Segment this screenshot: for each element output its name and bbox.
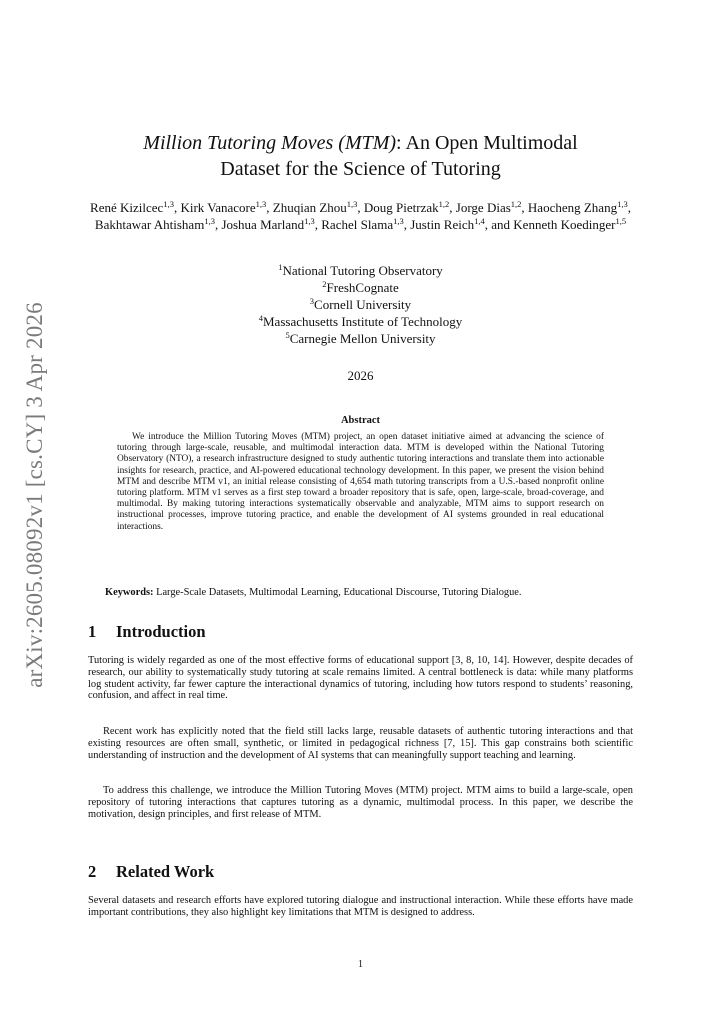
- author-name: Rachel Slama: [321, 217, 394, 232]
- affiliation: [160, 279, 561, 296]
- author: [456, 200, 522, 215]
- intro-paragraph-3: To address this challenge, we introduce the Million Tutoring Moves (MTM) project. MTM aims to build a large-scale, open repository of tutoring interactions that captures tutoring as a dynamic, multimodal process. In this paper, we describe the motivation, design principles, and first release of MTM.: [88, 785, 633, 820]
- intro-paragraph-1: Tutoring is widely regarded as one of the most effective forms of educational support [3, 8, 10, 14]. However, despite decades of research, our ability to systematically study tutoring at scale remains limited. A central bottleneck is data: while many platforms log student activity, far fewer capture the interactional dynamics of tutoring, including how tutors respond to students’ reasoning, confusion, and affect in real time.: [88, 655, 633, 702]
- affiliation-marker: 5: [285, 330, 290, 340]
- affiliation-marker: 2: [322, 279, 327, 289]
- author-affiliation-marker: 1,3: [163, 199, 174, 209]
- author: [364, 200, 449, 215]
- keywords: [105, 587, 635, 598]
- keywords-label: Keywords:: [105, 587, 154, 598]
- keywords-text: Large-Scale Datasets, Multimodal Learning, Educational Discourse, Tutoring Dialogue.: [156, 587, 522, 598]
- section-title: Related Work: [116, 862, 215, 881]
- author: [321, 217, 403, 232]
- affiliation-name: Carnegie Mellon University: [289, 331, 436, 346]
- author-name: Joshua Marland: [221, 217, 305, 232]
- author-name: Bakhtawar Ahtisham: [94, 217, 205, 232]
- author-name: Jorge Dias: [455, 200, 511, 215]
- related-work-paragraph-1: Several datasets and research efforts have explored tutoring dialogue and instructional interaction. While these efforts have made important contributions, they also highlight key limitations that MTM is designed to address.: [88, 895, 633, 918]
- author-affiliation-marker: 1,3: [204, 216, 215, 226]
- affiliation-marker: 4: [258, 313, 263, 323]
- abstract-text: We introduce the Million Tutoring Moves (MTM) project, an open dataset initiative aimed at advancing the science of tutoring through large-scale, reusable, and multimodal interaction data. MTM is developed within the National Tutoring Observatory (NTO), a research infrastructure designed to study authentic tutoring interactions and translate them into actionable insights for research, practice, and AI-powered educational technology development. In this paper, we present the vision behind MTM and describe MTM v1, an initial release consisting of 4,654 math tutoring transcripts from a U.S.-based nonprofit online tutoring platform. MTM v1 serves as a first step toward a broader repository that is safe, open, large-scale, broad-coverage, and multimodal. By making tutoring interactions systematically observable and analyzable, MTM aims to support research on instructional processes, improve tutoring practice, and enable the development of AI systems grounded in real educational interactions.: [117, 432, 604, 532]
- author-list: René Kizilcec$^{1,3}$, Kirk Vanacore$^{1,3}$, Zhuqian Zhou$^{1,3}$, Doug Pietrzak$^{1,2}$, Jorge Dias$^{1,2}$, Haocheng Zhang$^{1,3}$, Bakhtawar Ahtisham$^{1,3}$, Joshua Marland$^{1,3}$, Rachel Slama$^{1,3}$, Justin Reich$^{1,4}$, and Kenneth Koedinger$^{1,5}$: [90, 199, 631, 232]
- author-affiliation-marker: 1,3: [346, 199, 358, 209]
- section-title: Introduction: [116, 622, 206, 641]
- author: [513, 217, 626, 232]
- author: [95, 217, 215, 232]
- author: [221, 217, 314, 232]
- affiliation-name: Cornell University: [314, 297, 412, 312]
- affiliation: [160, 262, 561, 279]
- author-affiliation-marker: 1,3: [304, 216, 315, 226]
- author-affiliation-marker: 1,2: [510, 199, 522, 209]
- author-name: Kirk Vanacore: [180, 200, 256, 215]
- affiliation: [160, 330, 561, 347]
- paper-title: [100, 130, 621, 182]
- author-affiliation-marker: 1,2: [438, 199, 450, 209]
- affiliation-name: Massachusetts Institute of Technology: [263, 314, 463, 329]
- author-name: Zhuqian Zhou: [272, 200, 347, 215]
- author-affiliation-marker: 1,4: [474, 216, 485, 226]
- section-heading-related-work: [88, 862, 214, 882]
- author: [273, 200, 358, 215]
- author-name: Justin Reich: [410, 217, 475, 232]
- affiliation: [160, 313, 561, 330]
- title-line-2: Dataset for the Science of Tutoring: [220, 158, 501, 180]
- author-name: René Kizilcec: [90, 200, 164, 215]
- author-affiliation-marker: 1,5: [615, 216, 627, 226]
- section-heading-introduction: [88, 622, 206, 642]
- author-name: Haocheng Zhang: [527, 200, 618, 215]
- author: [180, 200, 266, 215]
- author-affiliation-marker: 1,3: [617, 199, 628, 209]
- affiliation-marker: 3: [309, 296, 315, 306]
- arxiv-identifier: arXiv:2605.08092v1 [cs.CY] 3 Apr 2026: [22, 302, 47, 688]
- author-affiliation-marker: 1,3: [393, 216, 404, 226]
- affiliation-list: [160, 262, 561, 347]
- affiliation-name: National Tutoring Observatory: [282, 263, 443, 278]
- author-name: Kenneth Koedinger: [513, 217, 616, 232]
- page-number: 1: [358, 959, 363, 970]
- intro-paragraph-2: Recent work has explicitly noted that the field still lacks large, reusable datasets of authentic tutoring interactions and that existing resources are often small, synthetic, or limited in pedagogical richness [7, 15]. This gap constrains both scientific understanding of instruction and the development of AI systems that can meaningfully support teaching and learning.: [88, 726, 633, 761]
- abstract-heading: Abstract: [340, 415, 381, 426]
- title-rest: : An Open Multimodal: [396, 132, 578, 154]
- affiliation-marker: 1: [278, 262, 283, 272]
- author: [90, 200, 174, 215]
- author: [410, 217, 485, 232]
- author-affiliation-marker: 1,3: [255, 199, 267, 209]
- section-number: 2: [88, 862, 97, 881]
- arxiv-side-stamp: [12, 300, 58, 690]
- author-name: Doug Pietrzak: [363, 200, 439, 215]
- paper-date: 2026: [347, 368, 374, 383]
- author: [528, 200, 628, 215]
- section-number: 1: [88, 622, 97, 641]
- affiliation: [160, 296, 561, 313]
- title-italic: Million Tutoring Moves (MTM): [143, 132, 397, 154]
- affiliation-name: FreshCognate: [326, 280, 399, 295]
